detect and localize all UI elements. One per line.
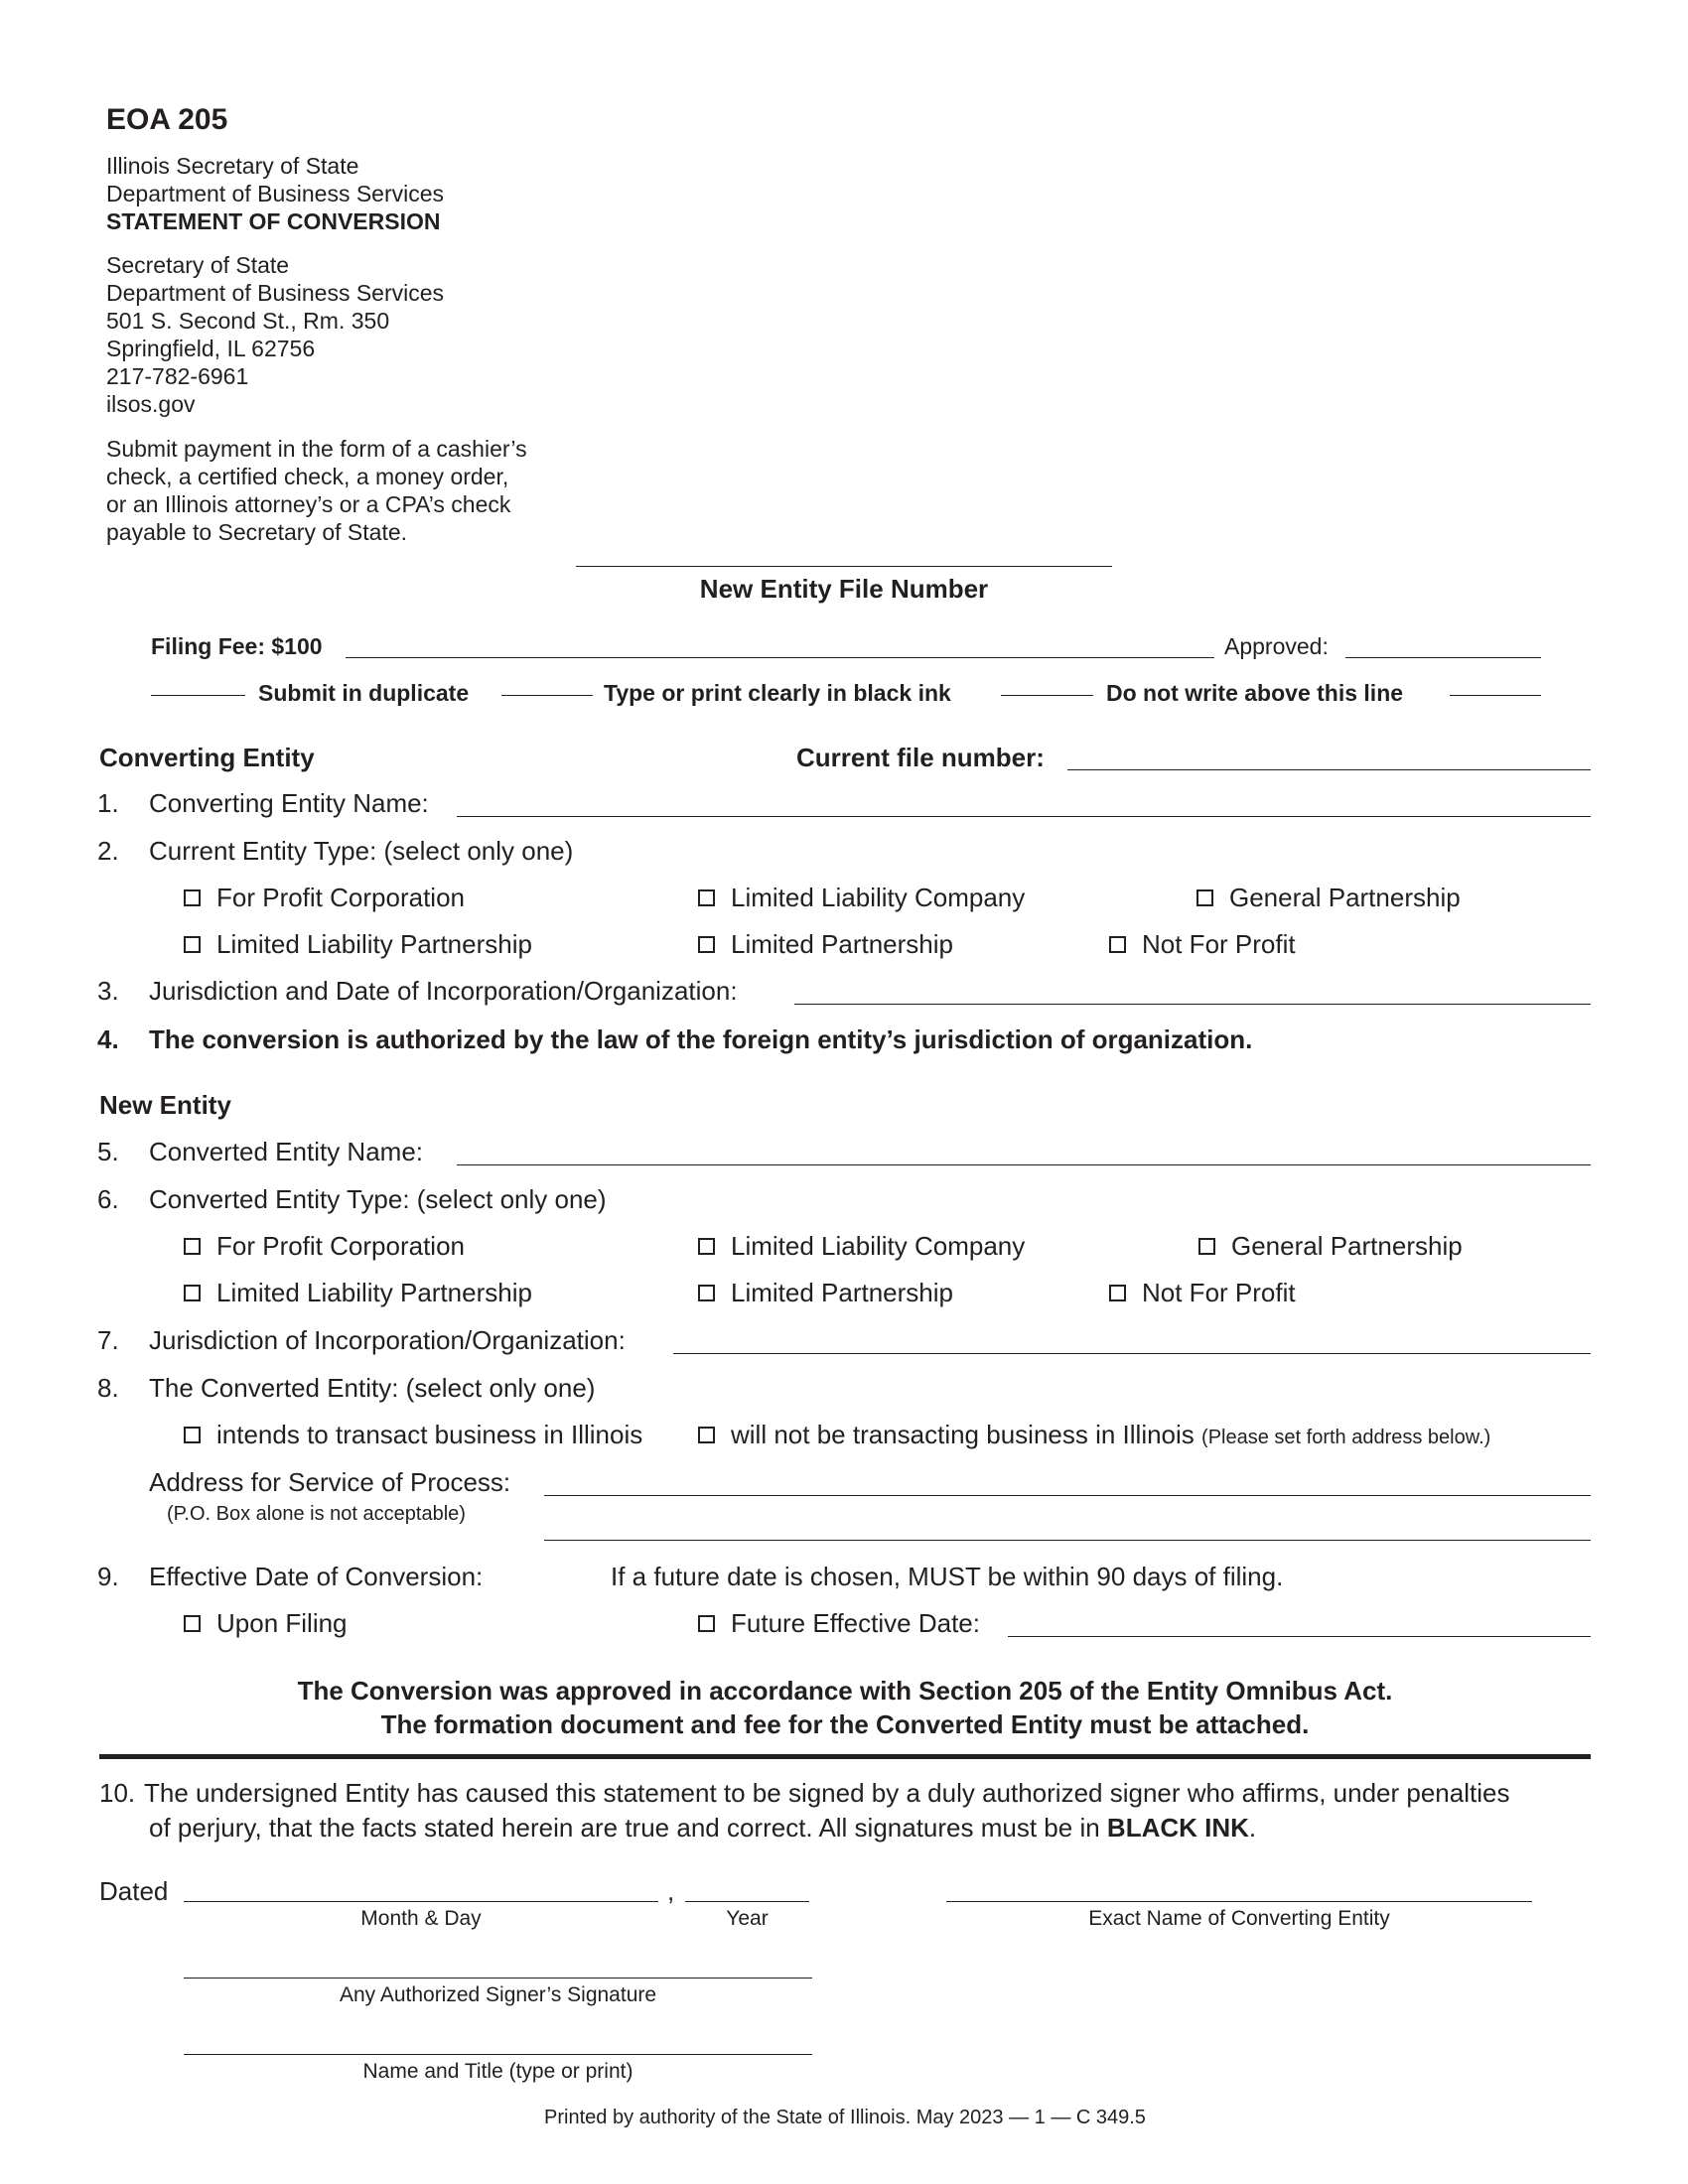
date-comma: , [667,1876,675,1906]
option-label: Not For Profit [1142,929,1296,959]
jurisdiction-field[interactable] [673,1353,1591,1354]
instruction-rule [1001,695,1093,696]
converted-entity-name-field[interactable] [457,1164,1591,1165]
option-label: Limited Liability Company [731,883,1026,912]
option-transact-business[interactable] [184,1420,642,1450]
instruction-rule [151,695,245,696]
new-file-number-label: New Entity File Number [699,574,989,604]
future-date-field[interactable] [1008,1636,1591,1637]
option-label: Limited Partnership [731,929,953,959]
checkbox[interactable] [184,1427,201,1443]
option-label: General Partnership [1229,883,1461,912]
affirmation-text: of perjury, that the facts stated herein are true and correct. All signatures must be in [149,1813,1100,1843]
name-title-caption: Name and Title (type or print) [362,2060,633,2083]
current-file-number-field[interactable] [1067,769,1591,770]
option-label: Future Effective Date: [731,1608,980,1638]
converted-type-gp[interactable] [1198,1231,1463,1262]
option-future-date[interactable] [698,1608,980,1639]
checkbox[interactable] [1196,889,1213,906]
affirmation-line-1: The undersigned Entity has caused this statement to be signed by a duly authorized signer who affirms, under penalties [144,1778,1510,1808]
payment-note-line: Submit payment in the form of a cashier’s [106,436,527,462]
year-caption: Year [726,1907,769,1930]
checkbox[interactable] [698,936,715,953]
converted-type-nfp[interactable] [1109,1278,1296,1308]
converted-type-for-profit[interactable] [184,1231,465,1262]
form-number: EOA 205 [106,103,228,136]
address-line: Springfield, IL 62756 [106,336,316,361]
month-day-field[interactable] [184,1901,658,1902]
item-3-number: 3. [97,976,119,1006]
dated-label: Dated [99,1876,169,1906]
service-address-label: Address for Service of Process: [149,1467,511,1497]
current-type-lp[interactable] [698,929,953,960]
checkbox[interactable] [698,1285,715,1301]
option-label: Not For Profit [1142,1278,1296,1307]
option-label: Limited Liability Partnership [216,929,532,959]
form-title: STATEMENT OF CONVERSION [106,208,441,234]
current-type-llc[interactable] [698,883,1025,913]
effective-date-note: If a future date is chosen, MUST be within 90 days of filing. [611,1562,1284,1591]
converted-entity-type-label: Converted Entity Type: (select only one) [149,1184,607,1214]
converted-entity-name-label: Converted Entity Name: [149,1137,424,1166]
black-ink-emphasis: BLACK INK [1106,1813,1249,1843]
address-line: ilsos.gov [106,391,196,417]
name-title-field[interactable] [184,2054,812,2055]
exact-name-caption: Exact Name of Converting Entity [1088,1907,1390,1930]
authorization-statement: The conversion is authorized by the law of the foreign entity’s jurisdiction of organization. [149,1024,1253,1054]
item-8-number: 8. [97,1373,119,1403]
current-type-gp[interactable] [1196,883,1461,913]
checkbox[interactable] [184,1238,201,1255]
checkbox[interactable] [698,889,715,906]
option-label: Limited Liability Company [731,1231,1026,1261]
option-label: For Profit Corporation [216,883,465,912]
current-type-nfp[interactable] [1109,929,1296,960]
converting-entity-name-label: Converting Entity Name: [149,788,429,818]
option-label: For Profit Corporation [216,1231,465,1261]
option-upon-filing[interactable] [184,1608,348,1639]
exact-name-field[interactable] [946,1901,1532,1902]
affirmation-line-2 [149,1813,1256,1843]
agency-line-1: Illinois Secretary of State [106,153,359,179]
checkbox[interactable] [184,1285,201,1301]
address-line: Secretary of State [106,252,290,278]
section-divider [99,1754,1591,1759]
converted-type-llp[interactable] [184,1278,532,1308]
approval-line-1: The Conversion was approved in accordance with Section 205 of the Entity Omnibus Act. [297,1676,1393,1706]
current-type-for-profit[interactable] [184,883,465,913]
option-label: Limited Partnership [731,1278,953,1307]
new-file-number-field[interactable] [576,566,1112,567]
current-file-number-label: Current file number: [796,743,1045,772]
converting-entity-name-field[interactable] [457,816,1591,817]
instruction-duplicate: Submit in duplicate [258,680,470,706]
item-10-number: 10. [99,1778,136,1808]
checkbox[interactable] [698,1427,715,1443]
year-field[interactable] [685,1901,809,1902]
month-day-caption: Month & Day [360,1907,482,1930]
item-7-number: 7. [97,1325,119,1355]
option-label: General Partnership [1231,1231,1463,1261]
address-line: 217-782-6961 [106,363,249,389]
signer-signature-caption: Any Authorized Signer’s Signature [339,1983,657,2006]
instruction-black-ink: Type or print clearly in black ink [604,680,951,706]
option-not-transact-business[interactable] [698,1420,1490,1450]
converted-entity-select-label: The Converted Entity: (select only one) [149,1373,596,1403]
approved-field[interactable] [1345,657,1541,658]
item-6-number: 6. [97,1184,119,1214]
converted-type-llc[interactable] [698,1231,1025,1262]
service-address-field-1[interactable] [544,1495,1591,1496]
address-line: Department of Business Services [106,280,445,306]
address-line: 501 S. Second St., Rm. 350 [106,308,390,334]
option-label: intends to transact business in Illinois [216,1420,643,1449]
payment-note-line: check, a certified check, a money order, [106,464,509,489]
item-2-number: 2. [97,836,119,866]
jurisdiction-date-field[interactable] [794,1004,1591,1005]
checkbox[interactable] [1109,1285,1126,1301]
current-type-llp[interactable] [184,929,532,960]
payment-note-line: payable to Secretary of State. [106,519,408,545]
affirmation-end: . [1248,1813,1257,1843]
option-label: will not be transacting business in Illinois [731,1420,1195,1449]
filing-fee-label: Filing Fee: $100 [151,633,323,659]
instruction-do-not-write: Do not write above this line [1106,680,1404,706]
jurisdiction-label: Jurisdiction of Incorporation/Organization: [149,1325,626,1355]
footer-text: Printed by authority of the State of Illinois. May 2023 — 1 — C 349.5 [544,2107,1146,2128]
checkbox[interactable] [698,1615,715,1632]
item-4-number: 4. [97,1024,119,1054]
jurisdiction-date-label: Jurisdiction and Date of Incorporation/Organization: [149,976,738,1006]
payment-note-line: or an Illinois attorney’s or a CPA’s check [106,491,511,517]
converting-entity-heading: Converting Entity [99,743,315,772]
filing-fee-field[interactable] [346,657,1214,658]
item-5-number: 5. [97,1137,119,1166]
po-box-note: (P.O. Box alone is not acceptable) [167,1503,466,1525]
option-label: Upon Filing [216,1608,348,1638]
instruction-rule [501,695,593,696]
checkbox[interactable] [1109,936,1126,953]
checkbox[interactable] [184,936,201,953]
signer-signature-field[interactable] [184,1978,812,1979]
option-note: (Please set forth address below.) [1201,1427,1491,1448]
option-label: Limited Liability Partnership [216,1278,532,1307]
approval-line-2: The formation document and fee for the Converted Entity must be attached. [380,1709,1310,1739]
approved-label: Approved: [1224,633,1329,659]
current-entity-type-label: Current Entity Type: (select only one) [149,836,574,866]
checkbox[interactable] [184,889,201,906]
instruction-rule [1450,695,1541,696]
converted-type-lp[interactable] [698,1278,953,1308]
service-address-field-2[interactable] [544,1540,1591,1541]
item-1-number: 1. [97,788,119,818]
new-entity-heading: New Entity [99,1090,231,1120]
agency-line-2: Department of Business Services [106,181,445,206]
item-9-number: 9. [97,1562,119,1591]
effective-date-label: Effective Date of Conversion: [149,1562,484,1591]
checkbox[interactable] [1198,1238,1215,1255]
checkbox[interactable] [698,1238,715,1255]
checkbox[interactable] [184,1615,201,1632]
